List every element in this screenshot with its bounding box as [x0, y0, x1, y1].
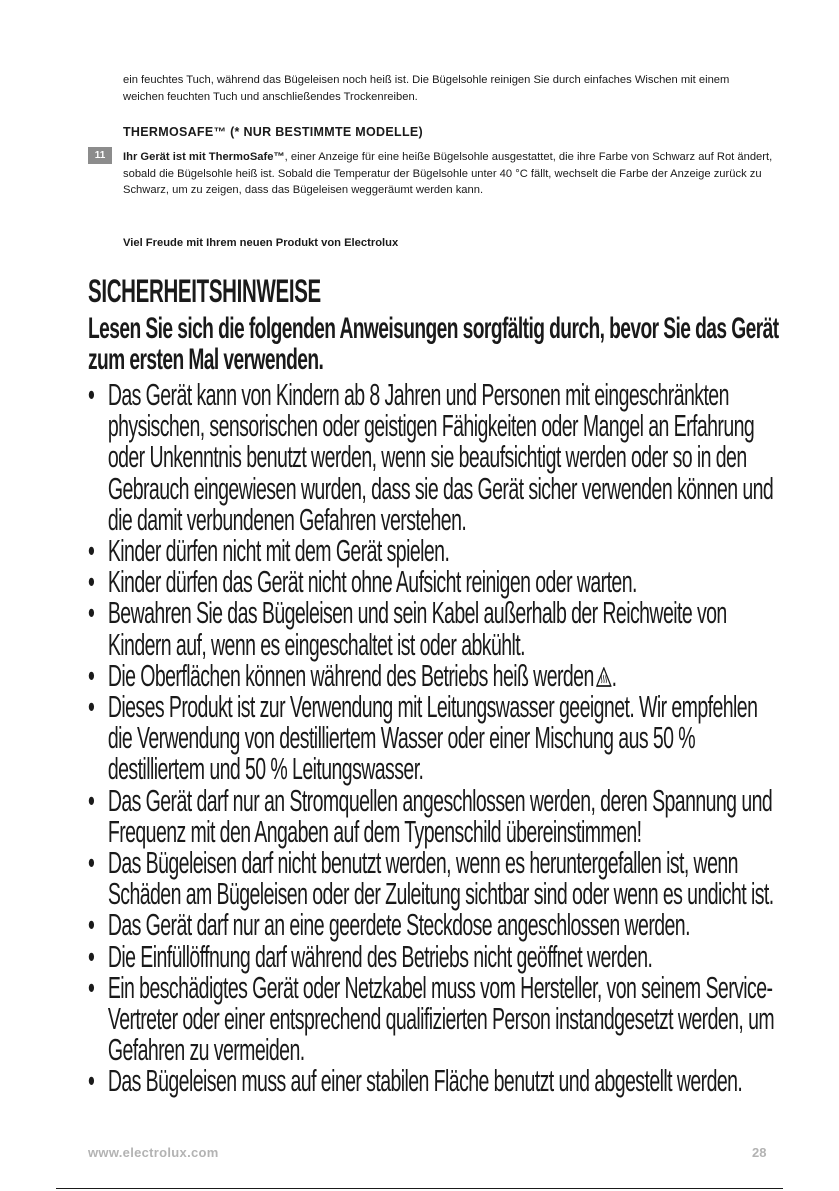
safety-rule-text: Die Einfüllöffnung darf während des Betriebs nicht geöffnet werden.: [107, 939, 653, 974]
safety-rule: [88, 1066, 779, 1097]
enjoy-note: Viel Freude mit Ihrem neuen Produkt von Electrolux: [123, 237, 399, 249]
thermosafe-heading: THERMOSAFE™ (* NUR BESTIMMTE MODELLE): [123, 125, 423, 139]
bullet: •: [88, 596, 95, 631]
safety-title: SICHERHEITSHINWEISE: [88, 273, 321, 309]
bottom-divider: [56, 1188, 783, 1189]
footer-website-link[interactable]: www.electrolux.com: [88, 1145, 219, 1160]
safety-rule-suffix: .: [611, 658, 617, 693]
bullet: •: [88, 565, 95, 600]
safety-intro: Lesen Sie sich die folgenden Anweisungen sorgfältig durch, bevor Sie das Gerät zum ersten Mal verwenden.: [88, 312, 779, 376]
safety-rule: [88, 783, 779, 849]
safety-rule-text: Das Gerät darf nur an eine geerdete Steckdose angeschlossen werden.: [107, 908, 690, 943]
thermosafe-lead: Ihr Gerät ist mit ThermoSafe™: [123, 151, 285, 163]
bullet: •: [88, 939, 95, 974]
bullet: •: [88, 846, 95, 881]
thermosafe-body: , einer Anzeige für eine heiße Bügelsohle ausgestattet, die ihre Farbe von Schwarz auf Rot ändert, sobald die Bügelsohle heiß ist. Sobald die Temperatur der Bügelsohle unter 40 °C fällt, wechselt die Farbe der Anzeige zurück zu Schwarz, um zu zeigen, dass das Bügeleisen weggeräumt werden kann.: [123, 151, 773, 196]
safety-rule-text: Das Gerät kann von Kindern ab 8 Jahren und Personen mit eingeschränkten physischen, sensorischen oder geistigen Fähigkeiten oder Mangel an Erfahrung oder Unkenntnis benutzt werden, wenn sie beaufsichtigt werden oder so in den Gebrauch eingewiesen wurden, dass sie das Gerät sicher verwenden können und die damit verbundenen Gefahren verstehen.: [107, 378, 774, 537]
safety-rule: [88, 692, 779, 786]
page-number: 28: [752, 1145, 767, 1160]
safety-rule-text: Dieses Produkt ist zur Verwendung mit Leitungswasser geeignet. Wir empfehlen die Verwendung von destilliertem Wasser oder einer Mischung aus 50 % destilliertem und 50 % Leitungswasser.: [107, 690, 758, 787]
bullet: •: [88, 658, 95, 693]
safety-rule: [88, 598, 779, 660]
step-number-badge: 11: [88, 147, 112, 164]
safety-rule: [88, 567, 779, 598]
safety-rule-text: Kinder dürfen das Gerät nicht ohne Aufsicht reinigen oder warten.: [107, 565, 637, 600]
hot-surface-warning-icon: [596, 667, 611, 687]
thermosafe-paragraph: [123, 149, 773, 199]
safety-rule: [88, 536, 779, 567]
intro-paragraph: ein feuchtes Tuch, während das Bügeleisen noch heiß ist. Die Bügelsohle reinigen Sie durch einfaches Wischen mit einem weichen feuchten Tuch und anschließendes Trockenreiben.: [123, 74, 730, 103]
safety-rule: [88, 970, 779, 1068]
safety-rule-text: Bewahren Sie das Bügeleisen und sein Kabel außerhalb der Reichweite von Kindern auf, wenn es eingeschaltet ist oder abkühlt.: [107, 596, 727, 662]
bullet: •: [88, 970, 95, 1005]
safety-rule-text: Das Bügeleisen darf nicht benutzt werden, wenn es heruntergefallen ist, wenn Schäden am Bügeleisen oder der Zuleitung sichtbar sind oder wenn es undicht ist.: [107, 846, 774, 912]
safety-rule-text: Kinder dürfen nicht mit dem Gerät spielen.: [107, 534, 450, 569]
safety-rule-text: Ein beschädigtes Gerät oder Netzkabel muss vom Hersteller, von seinem Service-Vertreter oder einer entsprechend qualifizierten Person instandgesetzt werden, um Gefahren zu vermeiden.: [107, 970, 775, 1068]
safety-rule: [88, 910, 779, 941]
safety-rule: [88, 658, 779, 693]
bullet: •: [88, 534, 95, 569]
bullet: •: [88, 378, 95, 412]
safety-rule-text: Das Bügeleisen muss auf einer stabilen Fläche benutzt und abgestellt werden.: [107, 1064, 743, 1099]
bullet: •: [88, 783, 95, 818]
bullet: •: [88, 690, 95, 725]
bullet: •: [88, 908, 95, 943]
bullet: •: [88, 1064, 95, 1099]
safety-rule: [88, 939, 779, 974]
safety-rules-list: [88, 380, 779, 1098]
safety-rule-text: Das Gerät darf nur an Stromquellen angeschlossen werden, deren Spannung und Frequenz mit den Angaben auf dem Typenschild übereinstimmen!: [107, 783, 773, 849]
safety-rule: [88, 848, 779, 910]
safety-rule-text: Die Oberflächen können während des Betriebs heiß werden: [107, 658, 594, 693]
safety-rule: [88, 380, 779, 536]
